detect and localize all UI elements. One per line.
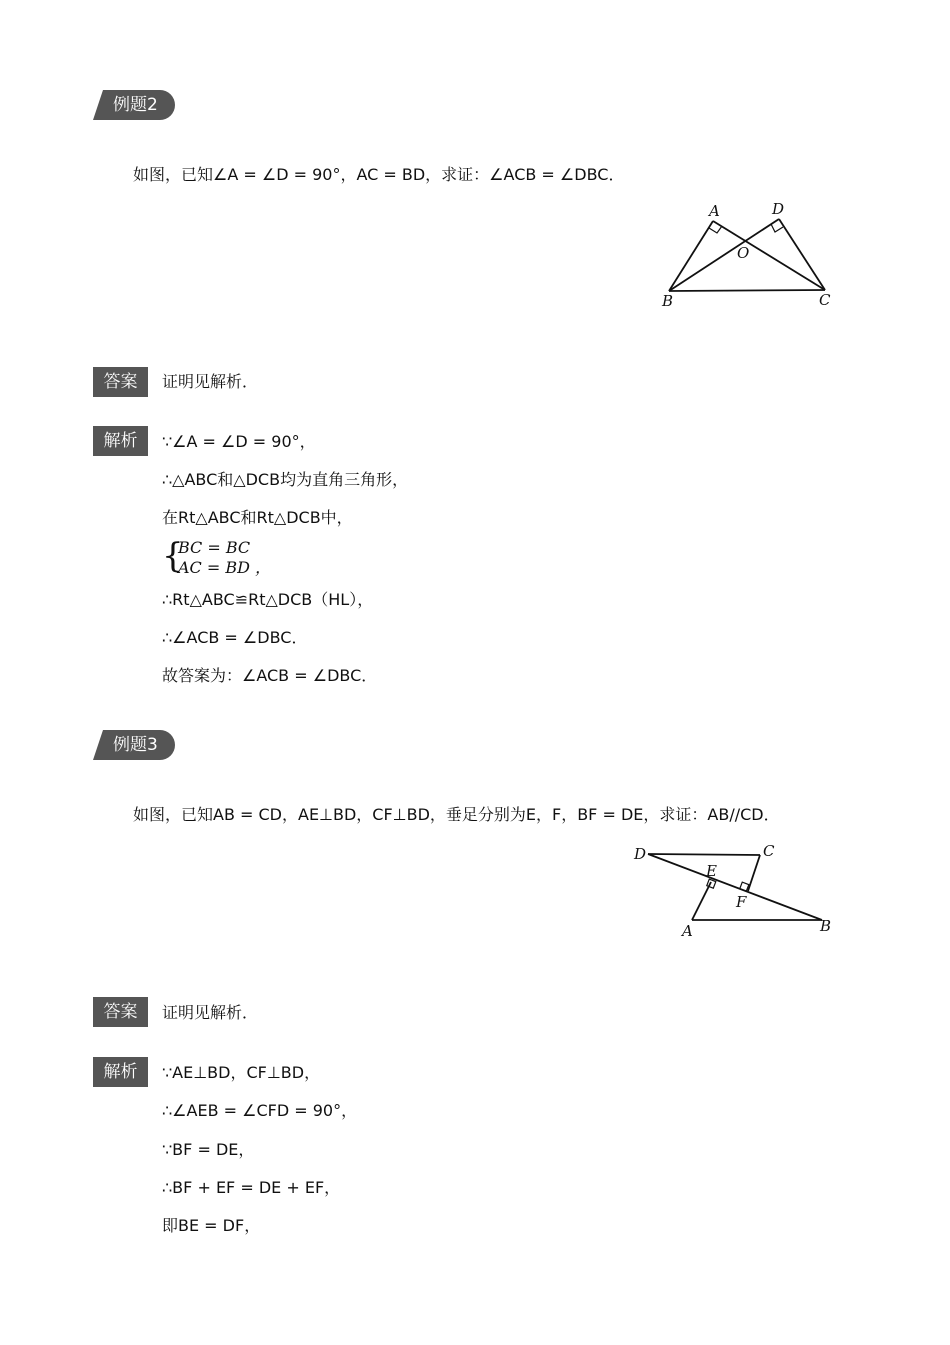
system-line-2: AC = BD ， bbox=[178, 558, 272, 577]
example-2-figure bbox=[655, 200, 845, 310]
example-2-step-4: ∴Rt△ABC≌Rt△DCB（HL）， bbox=[162, 590, 374, 609]
right-angle-e bbox=[707, 879, 716, 888]
point-b-label: B bbox=[820, 917, 832, 935]
example-2-question: 如图，已知∠A = ∠D = 90°，AC = BD，求证：∠ACB = ∠DBC． bbox=[133, 165, 625, 184]
example-2-step-5: ∴∠ACB = ∠DBC． bbox=[162, 628, 308, 647]
example-2-step-3: 在Rt△ABC和Rt△DCB中， bbox=[162, 508, 353, 527]
example-3-step-4: ∴BF + EF = DE + EF， bbox=[162, 1178, 341, 1197]
point-d-label: D bbox=[634, 845, 647, 863]
example-3-analysis-label: 解析 bbox=[93, 1057, 148, 1087]
point-o-label: O bbox=[737, 244, 750, 262]
example-3-tag-text: 例题3 bbox=[113, 735, 158, 755]
right-angle-d bbox=[771, 224, 783, 232]
example-3-tag bbox=[93, 730, 175, 760]
right-angle-f bbox=[740, 882, 749, 891]
example-2-step-2: ∴△ABC和△DCB均为直角三角形， bbox=[162, 470, 409, 489]
example-3-answer-label: 答案 bbox=[93, 997, 148, 1027]
point-c-label: C bbox=[763, 842, 775, 860]
example-2-analysis-label: 解析 bbox=[93, 426, 148, 456]
right-angle-a bbox=[709, 226, 722, 233]
point-b-label: B bbox=[662, 292, 674, 310]
point-c-label: C bbox=[819, 291, 831, 309]
segment-db bbox=[648, 854, 822, 920]
example-3-figure bbox=[630, 840, 840, 945]
segment-cf bbox=[748, 855, 760, 891]
segment-bc bbox=[669, 290, 825, 291]
example-2-answer-label: 答案 bbox=[93, 367, 148, 397]
example-3-step-5: 即BE = DF， bbox=[162, 1216, 261, 1235]
example-2-answer-text: 证明见解析． bbox=[162, 372, 259, 391]
segment-ac bbox=[713, 221, 825, 290]
point-a-label: A bbox=[682, 922, 693, 940]
segment-ba bbox=[669, 221, 713, 291]
example-3-answer-text: 证明见解析． bbox=[162, 1003, 259, 1022]
segment-bd bbox=[669, 219, 779, 291]
segment-dc bbox=[779, 219, 825, 290]
segment-dc bbox=[648, 854, 760, 855]
segment-ae bbox=[692, 882, 711, 920]
left-brace-icon: { bbox=[162, 536, 184, 576]
example-3-question: 如图，已知AB = CD，AE⊥BD，CF⊥BD，垂足分别为E，F，BF = DE，求证：AB//CD． bbox=[133, 805, 780, 824]
example-3-step-3: ∵BF = DE， bbox=[162, 1140, 255, 1159]
example-2-step-6: 故答案为：∠ACB = ∠DBC． bbox=[162, 666, 378, 685]
example-2-tag-text: 例题2 bbox=[113, 95, 158, 115]
point-a-label: A bbox=[709, 202, 720, 220]
point-d-label: D bbox=[772, 200, 785, 218]
example-2-step-1: ∵∠A = ∠D = 90°， bbox=[162, 432, 316, 451]
example-3-step-2: ∴∠AEB = ∠CFD = 90°， bbox=[162, 1101, 358, 1120]
example-3-step-1: ∵AE⊥BD，CF⊥BD， bbox=[162, 1063, 321, 1082]
system-line-1: BC = BC bbox=[178, 538, 251, 557]
example-2-tag bbox=[93, 90, 175, 120]
point-f-label: F bbox=[736, 893, 747, 911]
point-e-label: E bbox=[706, 862, 717, 880]
